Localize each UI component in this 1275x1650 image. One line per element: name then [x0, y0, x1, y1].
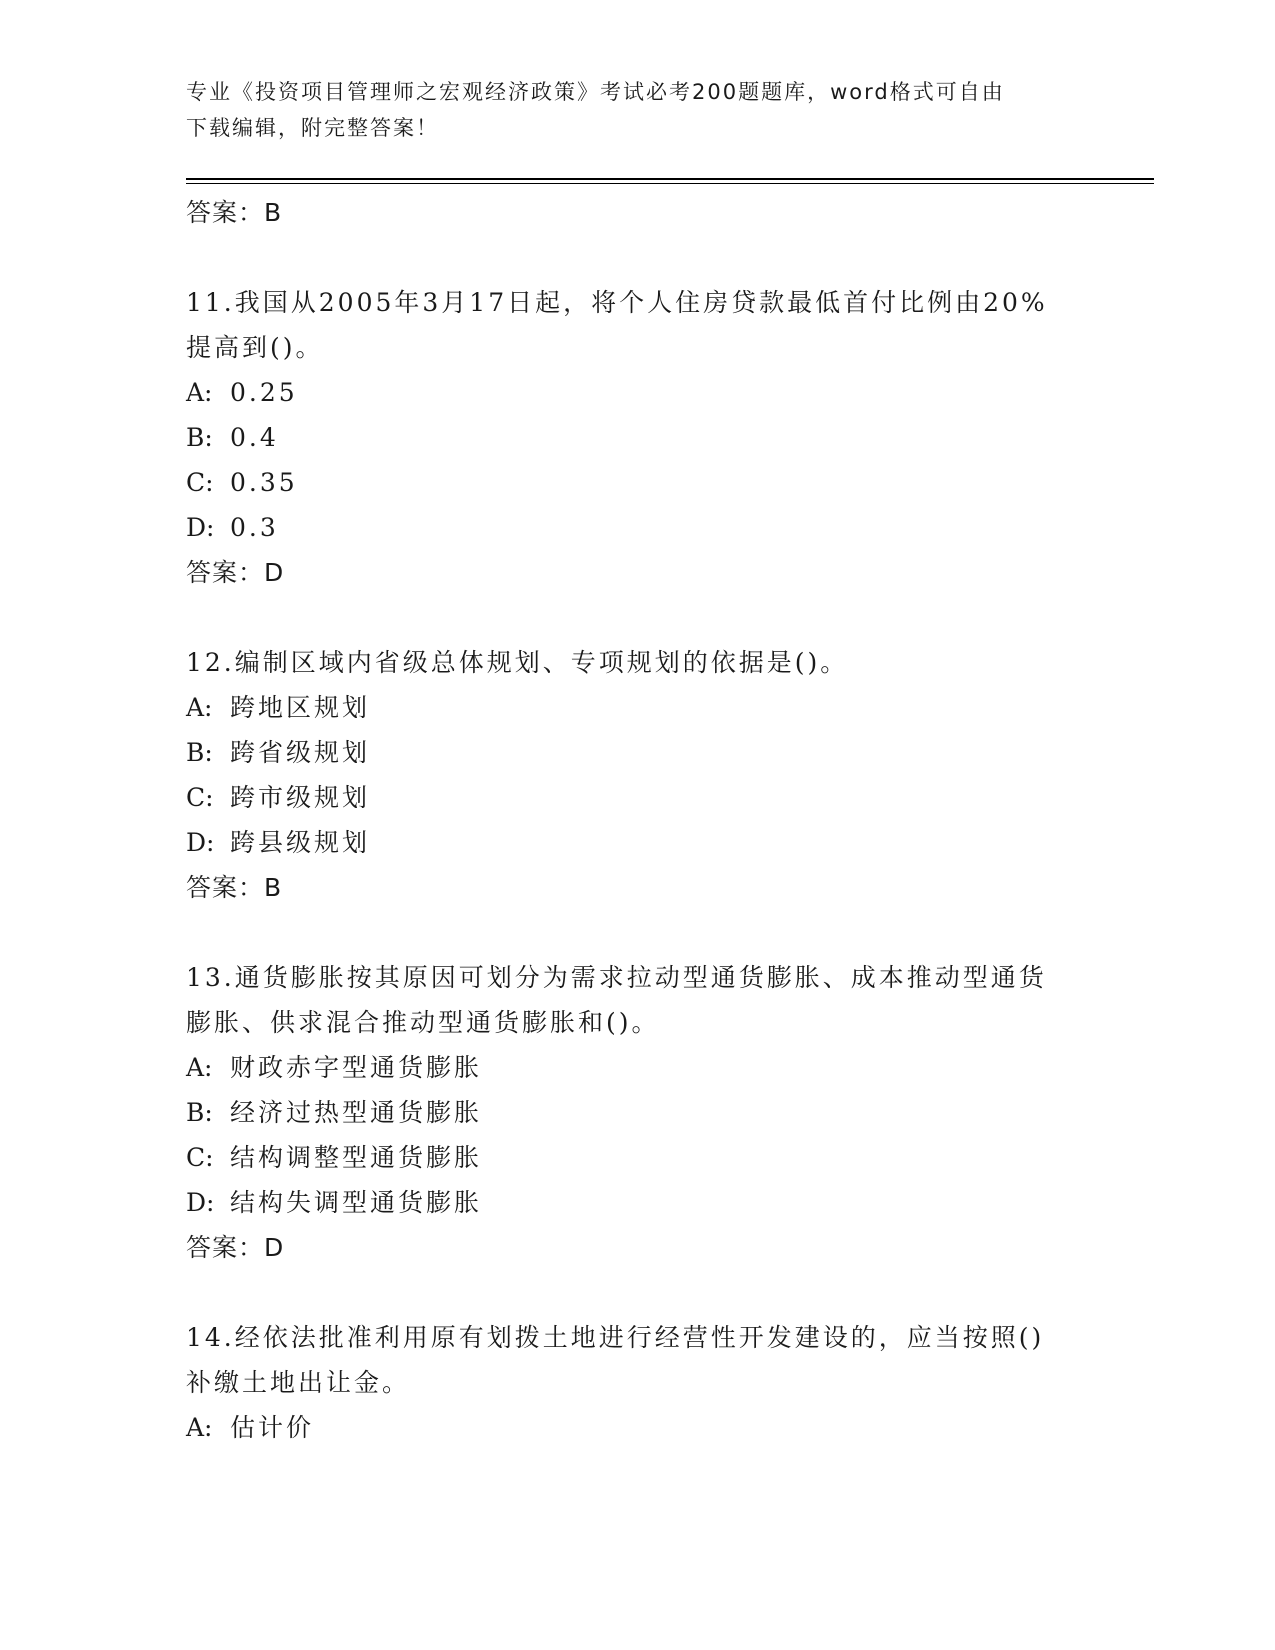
option-letter: A: [186, 693, 213, 722]
answer-line: 答案：D [186, 558, 285, 587]
option-text: 经济过热型通货膨胀 [230, 1098, 483, 1127]
stem-line: 提高到()。 [186, 333, 324, 362]
question-11 [186, 280, 1106, 596]
option-d [186, 1180, 1106, 1225]
option-letter: C: [186, 783, 214, 812]
question-stem [186, 1315, 1106, 1405]
option-letter: A: [186, 378, 213, 407]
option-text: 估计价 [230, 1413, 315, 1442]
question-12 [186, 640, 1106, 911]
option-b [186, 730, 1106, 775]
stem-line: 膨胀、供求混合推动型通货膨胀和()。 [186, 1008, 660, 1037]
header-line-2: 下载编辑，附完整答案！ [186, 116, 439, 140]
option-a [186, 370, 1106, 415]
option-letter: D: [186, 828, 215, 857]
document-header [186, 74, 1066, 146]
option-text: 0.4 [230, 423, 279, 452]
option-letter: C: [186, 1143, 214, 1172]
stem-line: 14.经依法批准利用原有划拨土地进行经营性开发建设的，应当按照() [186, 1323, 1045, 1352]
option-text: 跨地区规划 [230, 693, 371, 722]
option-d [186, 820, 1106, 865]
option-d [186, 505, 1106, 550]
option-letter: D: [186, 1188, 215, 1217]
question-13 [186, 955, 1106, 1271]
option-text: 跨县级规划 [230, 828, 371, 857]
stem-line: 11.我国从2005年3月17日起，将个人住房贷款最低首付比例由20% [186, 288, 1048, 317]
question-stem [186, 280, 1106, 370]
option-letter: B: [186, 423, 213, 452]
question-list [186, 190, 1106, 1450]
option-letter: D: [186, 513, 215, 542]
stem-line: 补缴土地出让金。 [186, 1368, 411, 1397]
option-text: 财政赤字型通货膨胀 [230, 1053, 483, 1082]
option-letter: A: [186, 1053, 213, 1082]
option-letter: B: [186, 1098, 213, 1127]
stem-line: 13.通货膨胀按其原因可划分为需求拉动型通货膨胀、成本推动型通货 [186, 963, 1047, 992]
previous-answer: 答案：B [186, 198, 283, 227]
option-text: 跨市级规划 [230, 783, 371, 812]
option-letter: A: [186, 1413, 213, 1442]
question-stem [186, 955, 1106, 1045]
answer-line: 答案：D [186, 1233, 285, 1262]
option-c [186, 1135, 1106, 1180]
option-letter: B: [186, 738, 213, 767]
option-text: 结构失调型通货膨胀 [230, 1188, 483, 1217]
header-rule-thick [186, 178, 1154, 180]
option-c [186, 460, 1106, 505]
option-text: 结构调整型通货膨胀 [230, 1143, 483, 1172]
stem-line: 12.编制区域内省级总体规划、专项规划的依据是()。 [186, 648, 849, 677]
option-text: 0.3 [230, 513, 279, 542]
answer-line: 答案：B [186, 873, 283, 902]
option-letter: C: [186, 468, 214, 497]
option-b [186, 415, 1106, 460]
option-c [186, 775, 1106, 820]
option-a [186, 1045, 1106, 1090]
option-a [186, 1405, 1106, 1450]
option-text: 跨省级规划 [230, 738, 371, 767]
header-line-1: 专业《投资项目管理师之宏观经济政策》考试必考200题题库，word格式可自由 [186, 80, 1005, 104]
option-b [186, 1090, 1106, 1135]
option-text: 0.35 [230, 468, 298, 497]
question-stem [186, 640, 1106, 685]
option-a [186, 685, 1106, 730]
question-14 [186, 1315, 1106, 1450]
header-rule-thin [186, 183, 1154, 184]
option-text: 0.25 [230, 378, 298, 407]
